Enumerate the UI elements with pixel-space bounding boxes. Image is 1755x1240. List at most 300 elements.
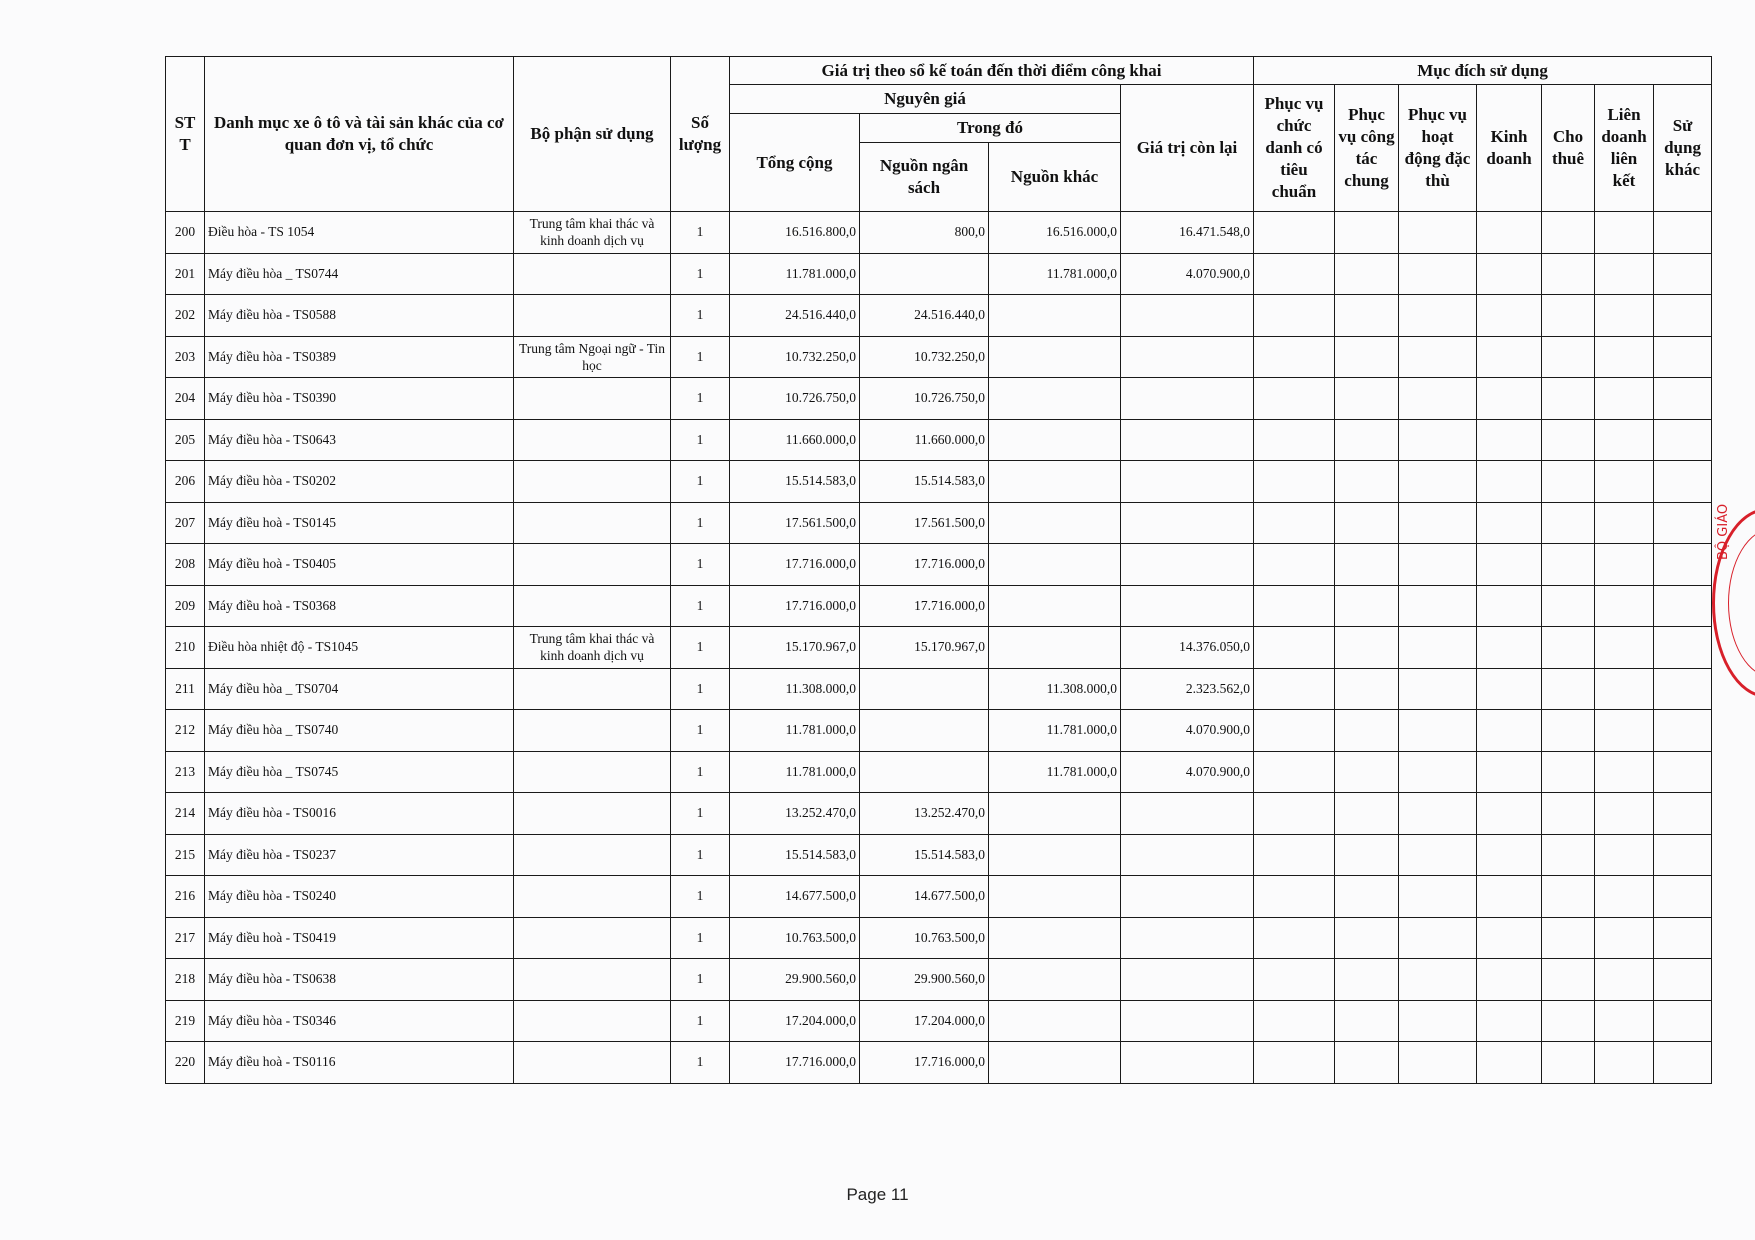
row-purpose-special-activity [1399, 336, 1477, 378]
row-purpose-lease [1542, 336, 1595, 378]
row-purpose-general-work [1335, 793, 1399, 835]
row-purpose-lease [1542, 751, 1595, 793]
row-quantity: 1 [671, 959, 730, 1001]
row-purpose-lease [1542, 502, 1595, 544]
row-purpose-joint-venture [1595, 419, 1654, 461]
header-budget-source: Nguồn ngân sách [860, 143, 989, 212]
row-budget-source: 17.204.000,0 [860, 1000, 989, 1042]
row-purpose-other-use [1654, 461, 1712, 503]
row-purpose-general-work [1335, 627, 1399, 669]
row-other-source [989, 793, 1121, 835]
row-purpose-other-use [1654, 336, 1712, 378]
row-residual-value [1121, 336, 1254, 378]
row-purpose-lease [1542, 378, 1595, 420]
row-stt: 216 [166, 876, 205, 918]
row-other-source [989, 419, 1121, 461]
row-purpose-lease [1542, 544, 1595, 586]
row-asset-name: Máy điều hòa _ TS0744 [205, 253, 514, 295]
row-purpose-joint-venture [1595, 668, 1654, 710]
row-purpose-title-standard [1254, 295, 1335, 337]
table-row [166, 585, 1712, 627]
row-purpose-lease [1542, 1042, 1595, 1084]
row-purpose-business [1477, 212, 1542, 254]
row-purpose-business [1477, 917, 1542, 959]
row-residual-value [1121, 834, 1254, 876]
row-residual-value [1121, 917, 1254, 959]
row-purpose-business [1477, 751, 1542, 793]
row-purpose-other-use [1654, 378, 1712, 420]
row-quantity: 1 [671, 917, 730, 959]
row-quantity: 1 [671, 461, 730, 503]
row-stt: 204 [166, 378, 205, 420]
row-purpose-special-activity [1399, 668, 1477, 710]
row-budget-source: 11.660.000,0 [860, 419, 989, 461]
row-purpose-general-work [1335, 212, 1399, 254]
row-department [514, 917, 671, 959]
row-purpose-other-use [1654, 959, 1712, 1001]
row-purpose-special-activity [1399, 1042, 1477, 1084]
table-row [166, 834, 1712, 876]
row-department: Trung tâm Ngoại ngữ - Tin học [514, 336, 671, 378]
row-purpose-general-work [1335, 461, 1399, 503]
row-purpose-general-work [1335, 959, 1399, 1001]
row-purpose-lease [1542, 253, 1595, 295]
row-total: 10.726.750,0 [730, 378, 860, 420]
row-residual-value: 4.070.900,0 [1121, 710, 1254, 752]
table-row [166, 544, 1712, 586]
row-purpose-general-work [1335, 378, 1399, 420]
row-purpose-business [1477, 710, 1542, 752]
row-purpose-joint-venture [1595, 751, 1654, 793]
row-department [514, 710, 671, 752]
row-department [514, 751, 671, 793]
row-purpose-title-standard [1254, 917, 1335, 959]
row-purpose-joint-venture [1595, 461, 1654, 503]
table-row [166, 253, 1712, 295]
row-department: Trung tâm khai thác và kinh doanh dịch vụ [514, 627, 671, 669]
row-asset-name: Máy điều hòa _ TS0740 [205, 710, 514, 752]
row-total: 15.514.583,0 [730, 834, 860, 876]
row-asset-name: Điều hòa nhiệt độ - TS1045 [205, 627, 514, 669]
row-purpose-business [1477, 336, 1542, 378]
row-asset-name: Máy điều hoà - TS0116 [205, 1042, 514, 1084]
row-purpose-lease [1542, 1000, 1595, 1042]
header-of-which: Trong đó [860, 114, 1121, 143]
row-total: 17.204.000,0 [730, 1000, 860, 1042]
table-row [166, 668, 1712, 710]
row-stt: 210 [166, 627, 205, 669]
row-asset-name: Máy điều hòa - TS0016 [205, 793, 514, 835]
row-purpose-title-standard [1254, 378, 1335, 420]
row-purpose-title-standard [1254, 1000, 1335, 1042]
row-quantity: 1 [671, 710, 730, 752]
header-purpose-title-standard: Phục vụ chức danh có tiêu chuẩn [1254, 85, 1335, 212]
table-row [166, 336, 1712, 378]
row-purpose-business [1477, 1000, 1542, 1042]
row-quantity: 1 [671, 585, 730, 627]
row-purpose-other-use [1654, 668, 1712, 710]
row-purpose-business [1477, 502, 1542, 544]
asset-table [165, 56, 1712, 1084]
row-department [514, 253, 671, 295]
row-purpose-lease [1542, 295, 1595, 337]
row-purpose-business [1477, 585, 1542, 627]
row-total: 13.252.470,0 [730, 793, 860, 835]
row-stt: 212 [166, 710, 205, 752]
row-purpose-special-activity [1399, 461, 1477, 503]
row-budget-source: 10.726.750,0 [860, 378, 989, 420]
row-other-source [989, 295, 1121, 337]
row-total: 10.732.250,0 [730, 336, 860, 378]
row-asset-name: Máy điều hòa - TS0643 [205, 419, 514, 461]
row-purpose-joint-venture [1595, 876, 1654, 918]
row-residual-value [1121, 502, 1254, 544]
row-asset-name: Điều hòa - TS 1054 [205, 212, 514, 254]
row-stt: 202 [166, 295, 205, 337]
red-seal-text: BỘ GIÁO [1716, 503, 1731, 560]
row-purpose-title-standard [1254, 544, 1335, 586]
row-department [514, 793, 671, 835]
row-total: 11.781.000,0 [730, 710, 860, 752]
row-residual-value [1121, 419, 1254, 461]
row-asset-name: Máy điều hòa _ TS0745 [205, 751, 514, 793]
row-asset-name: Máy điều hòa - TS0202 [205, 461, 514, 503]
row-department: Trung tâm khai thác và kinh doanh dịch vụ [514, 212, 671, 254]
row-budget-source: 15.514.583,0 [860, 461, 989, 503]
table-row [166, 378, 1712, 420]
row-other-source [989, 627, 1121, 669]
row-purpose-joint-venture [1595, 710, 1654, 752]
header-purpose-lease: Cho thuê [1542, 85, 1595, 212]
header-purpose-group: Mục đích sử dụng [1254, 57, 1712, 85]
row-residual-value: 16.471.548,0 [1121, 212, 1254, 254]
row-stt: 213 [166, 751, 205, 793]
row-purpose-other-use [1654, 544, 1712, 586]
row-budget-source: 17.716.000,0 [860, 585, 989, 627]
row-residual-value: 4.070.900,0 [1121, 253, 1254, 295]
row-stt: 208 [166, 544, 205, 586]
row-purpose-joint-venture [1595, 585, 1654, 627]
row-purpose-other-use [1654, 751, 1712, 793]
row-purpose-lease [1542, 212, 1595, 254]
row-purpose-lease [1542, 710, 1595, 752]
row-purpose-business [1477, 419, 1542, 461]
row-department [514, 502, 671, 544]
row-total: 29.900.560,0 [730, 959, 860, 1001]
row-purpose-special-activity [1399, 959, 1477, 1001]
row-department [514, 668, 671, 710]
row-other-source [989, 336, 1121, 378]
row-purpose-special-activity [1399, 834, 1477, 876]
row-purpose-title-standard [1254, 419, 1335, 461]
row-budget-source [860, 751, 989, 793]
row-other-source [989, 544, 1121, 586]
row-residual-value [1121, 793, 1254, 835]
row-budget-source: 15.514.583,0 [860, 834, 989, 876]
table-row [166, 502, 1712, 544]
row-department [514, 378, 671, 420]
row-asset-name: Máy điều hòa - TS0588 [205, 295, 514, 337]
row-stt: 209 [166, 585, 205, 627]
row-department [514, 419, 671, 461]
row-quantity: 1 [671, 212, 730, 254]
row-budget-source: 14.677.500,0 [860, 876, 989, 918]
table-row [166, 710, 1712, 752]
row-asset-name: Máy điều hòa _ TS0704 [205, 668, 514, 710]
row-other-source [989, 502, 1121, 544]
row-other-source [989, 876, 1121, 918]
row-budget-source [860, 253, 989, 295]
row-purpose-general-work [1335, 585, 1399, 627]
row-asset-name: Máy điều hòa - TS0389 [205, 336, 514, 378]
row-purpose-other-use [1654, 876, 1712, 918]
row-total: 11.781.000,0 [730, 751, 860, 793]
row-department [514, 959, 671, 1001]
row-stt: 203 [166, 336, 205, 378]
row-residual-value [1121, 378, 1254, 420]
row-purpose-general-work [1335, 253, 1399, 295]
row-stt: 218 [166, 959, 205, 1001]
header-purpose-joint-venture: Liên doanh liên kết [1595, 85, 1654, 212]
row-purpose-general-work [1335, 876, 1399, 918]
header-book-value-group: Giá trị theo sổ kế toán đến thời điểm công khai [730, 57, 1254, 85]
row-purpose-special-activity [1399, 793, 1477, 835]
row-purpose-other-use [1654, 834, 1712, 876]
header-total: Tổng cộng [730, 114, 860, 212]
row-purpose-special-activity [1399, 253, 1477, 295]
row-purpose-business [1477, 461, 1542, 503]
row-residual-value [1121, 585, 1254, 627]
row-residual-value: 4.070.900,0 [1121, 751, 1254, 793]
header-department: Bộ phận sử dụng [514, 57, 671, 212]
table-row [166, 1000, 1712, 1042]
row-budget-source: 10.732.250,0 [860, 336, 989, 378]
row-purpose-other-use [1654, 627, 1712, 669]
row-budget-source: 29.900.560,0 [860, 959, 989, 1001]
row-budget-source: 24.516.440,0 [860, 295, 989, 337]
row-purpose-title-standard [1254, 336, 1335, 378]
header-purpose-special-activity: Phục vụ hoạt động đặc thù [1399, 85, 1477, 212]
row-total: 11.781.000,0 [730, 253, 860, 295]
row-budget-source [860, 710, 989, 752]
row-asset-name: Máy điều hoà - TS0419 [205, 917, 514, 959]
row-stt: 220 [166, 1042, 205, 1084]
row-asset-name: Máy điều hòa - TS0346 [205, 1000, 514, 1042]
row-purpose-title-standard [1254, 212, 1335, 254]
row-other-source [989, 834, 1121, 876]
row-purpose-business [1477, 668, 1542, 710]
row-purpose-business [1477, 378, 1542, 420]
row-purpose-lease [1542, 419, 1595, 461]
row-quantity: 1 [671, 793, 730, 835]
row-purpose-general-work [1335, 1042, 1399, 1084]
row-purpose-special-activity [1399, 751, 1477, 793]
row-asset-name: Máy điều hoà - TS0368 [205, 585, 514, 627]
row-purpose-other-use [1654, 502, 1712, 544]
table-row [166, 627, 1712, 669]
row-purpose-lease [1542, 461, 1595, 503]
row-department [514, 1042, 671, 1084]
row-purpose-general-work [1335, 834, 1399, 876]
row-purpose-other-use [1654, 253, 1712, 295]
row-other-source [989, 1042, 1121, 1084]
row-purpose-joint-venture [1595, 627, 1654, 669]
row-purpose-title-standard [1254, 502, 1335, 544]
row-purpose-title-standard [1254, 461, 1335, 503]
row-quantity: 1 [671, 751, 730, 793]
row-total: 11.308.000,0 [730, 668, 860, 710]
row-purpose-lease [1542, 585, 1595, 627]
row-purpose-title-standard [1254, 834, 1335, 876]
row-purpose-other-use [1654, 1042, 1712, 1084]
row-purpose-general-work [1335, 751, 1399, 793]
row-purpose-general-work [1335, 917, 1399, 959]
row-residual-value: 2.323.562,0 [1121, 668, 1254, 710]
row-department [514, 876, 671, 918]
row-purpose-special-activity [1399, 627, 1477, 669]
row-purpose-lease [1542, 793, 1595, 835]
row-other-source: 11.781.000,0 [989, 751, 1121, 793]
row-other-source: 11.781.000,0 [989, 253, 1121, 295]
row-purpose-general-work [1335, 419, 1399, 461]
row-total: 17.716.000,0 [730, 585, 860, 627]
row-purpose-title-standard [1254, 627, 1335, 669]
row-quantity: 1 [671, 419, 730, 461]
row-other-source: 16.516.000,0 [989, 212, 1121, 254]
row-budget-source: 17.716.000,0 [860, 1042, 989, 1084]
row-purpose-joint-venture [1595, 295, 1654, 337]
header-asset-name: Danh mục xe ô tô và tài sản khác của cơ quan đơn vị, tổ chức [205, 57, 514, 212]
row-stt: 214 [166, 793, 205, 835]
row-stt: 215 [166, 834, 205, 876]
row-purpose-special-activity [1399, 502, 1477, 544]
row-other-source [989, 917, 1121, 959]
row-purpose-special-activity [1399, 295, 1477, 337]
header-other-source: Nguồn khác [989, 143, 1121, 212]
row-budget-source: 13.252.470,0 [860, 793, 989, 835]
row-purpose-business [1477, 253, 1542, 295]
row-quantity: 1 [671, 1042, 730, 1084]
row-stt: 219 [166, 1000, 205, 1042]
table-row [166, 461, 1712, 503]
row-purpose-joint-venture [1595, 336, 1654, 378]
row-purpose-other-use [1654, 1000, 1712, 1042]
row-purpose-special-activity [1399, 876, 1477, 918]
row-purpose-business [1477, 544, 1542, 586]
row-asset-name: Máy điều hòa - TS0390 [205, 378, 514, 420]
table-row [166, 751, 1712, 793]
row-total: 17.561.500,0 [730, 502, 860, 544]
row-purpose-title-standard [1254, 668, 1335, 710]
row-quantity: 1 [671, 336, 730, 378]
table-row [166, 793, 1712, 835]
row-budget-source: 15.170.967,0 [860, 627, 989, 669]
row-purpose-other-use [1654, 917, 1712, 959]
row-stt: 205 [166, 419, 205, 461]
row-department [514, 834, 671, 876]
header-stt: ST T [166, 57, 205, 212]
header-purpose-general-work: Phục vụ công tác chung [1335, 85, 1399, 212]
row-purpose-other-use [1654, 585, 1712, 627]
row-purpose-title-standard [1254, 793, 1335, 835]
row-department [514, 295, 671, 337]
row-purpose-business [1477, 627, 1542, 669]
row-purpose-title-standard [1254, 959, 1335, 1001]
row-quantity: 1 [671, 668, 730, 710]
row-purpose-other-use [1654, 710, 1712, 752]
row-purpose-title-standard [1254, 751, 1335, 793]
row-purpose-lease [1542, 668, 1595, 710]
row-asset-name: Máy điều hoà - TS0405 [205, 544, 514, 586]
row-other-source [989, 378, 1121, 420]
row-quantity: 1 [671, 502, 730, 544]
row-purpose-joint-venture [1595, 502, 1654, 544]
row-asset-name: Máy điều hòa - TS0237 [205, 834, 514, 876]
row-other-source [989, 585, 1121, 627]
row-purpose-general-work [1335, 295, 1399, 337]
row-purpose-general-work [1335, 710, 1399, 752]
row-purpose-lease [1542, 627, 1595, 669]
table-row [166, 212, 1712, 254]
row-budget-source [860, 668, 989, 710]
row-budget-source: 800,0 [860, 212, 989, 254]
row-budget-source: 17.561.500,0 [860, 502, 989, 544]
row-asset-name: Máy điều hòa - TS0240 [205, 876, 514, 918]
row-purpose-business [1477, 1042, 1542, 1084]
table-row [166, 295, 1712, 337]
row-purpose-general-work [1335, 1000, 1399, 1042]
row-department [514, 1000, 671, 1042]
row-residual-value: 14.376.050,0 [1121, 627, 1254, 669]
row-total: 15.514.583,0 [730, 461, 860, 503]
row-budget-source: 10.763.500,0 [860, 917, 989, 959]
row-purpose-special-activity [1399, 917, 1477, 959]
row-purpose-special-activity [1399, 544, 1477, 586]
row-residual-value [1121, 959, 1254, 1001]
row-total: 24.516.440,0 [730, 295, 860, 337]
row-stt: 200 [166, 212, 205, 254]
row-quantity: 1 [671, 378, 730, 420]
row-stt: 211 [166, 668, 205, 710]
row-residual-value [1121, 295, 1254, 337]
row-purpose-business [1477, 834, 1542, 876]
row-quantity: 1 [671, 544, 730, 586]
table-row [166, 419, 1712, 461]
row-quantity: 1 [671, 834, 730, 876]
row-purpose-joint-venture [1595, 793, 1654, 835]
row-purpose-joint-venture [1595, 959, 1654, 1001]
header-original-cost: Nguyên giá [730, 85, 1121, 114]
header-quantity: Số lượng [671, 57, 730, 212]
row-total: 15.170.967,0 [730, 627, 860, 669]
row-purpose-other-use [1654, 212, 1712, 254]
row-purpose-lease [1542, 959, 1595, 1001]
row-purpose-special-activity [1399, 1000, 1477, 1042]
row-other-source [989, 461, 1121, 503]
row-purpose-title-standard [1254, 710, 1335, 752]
row-purpose-joint-venture [1595, 1000, 1654, 1042]
row-stt: 201 [166, 253, 205, 295]
table-row [166, 876, 1712, 918]
row-purpose-special-activity [1399, 212, 1477, 254]
row-purpose-lease [1542, 876, 1595, 918]
row-other-source [989, 959, 1121, 1001]
row-purpose-other-use [1654, 295, 1712, 337]
row-purpose-lease [1542, 834, 1595, 876]
row-other-source [989, 1000, 1121, 1042]
row-purpose-joint-venture [1595, 917, 1654, 959]
table-row [166, 959, 1712, 1001]
